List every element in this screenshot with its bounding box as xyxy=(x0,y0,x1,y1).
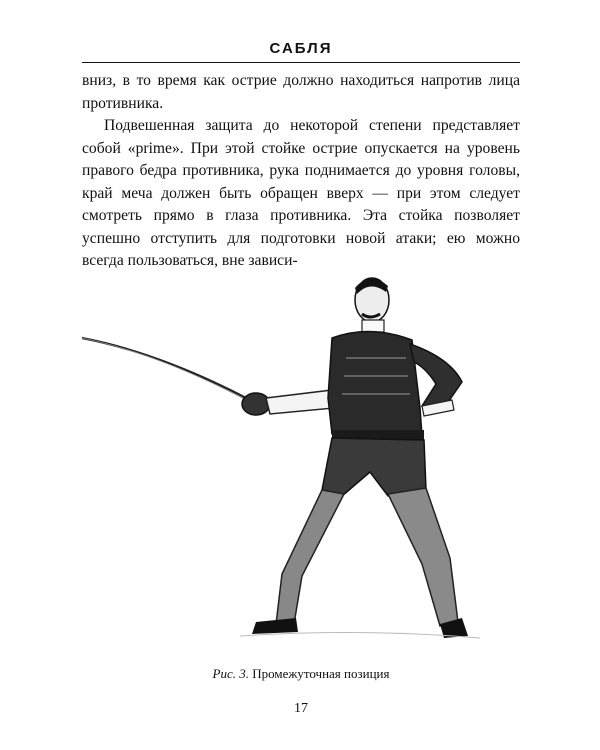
sabre-blade xyxy=(82,338,250,400)
header-rule xyxy=(82,62,520,63)
sword-arm xyxy=(266,390,334,414)
rear-leg xyxy=(388,488,458,626)
body-text xyxy=(82,70,520,273)
page-number: 17 xyxy=(294,701,308,716)
sabre-guard xyxy=(242,393,270,415)
front-leg xyxy=(276,490,344,624)
paragraph-prime: Подвешенная защита до некоторой степени представляет собой «prime». При этой стойке острие опускается на уровень правого бедра противника, рука поднимается до уровня головы, край меча должен быть обращен вверх — при этом следует смотреть прямо в глаза противника. Эта стойка позволяет успешно отступить для подготовки новой атаки; ею можно всегда пользоваться, вне зависи- xyxy=(82,117,520,269)
fencer-drawing xyxy=(70,258,510,658)
front-shoe xyxy=(252,618,298,634)
figure-title: Промежуточная позиция xyxy=(252,666,390,681)
fencer-illustration xyxy=(70,258,510,658)
figure-caption xyxy=(82,666,520,682)
figure-label: Рис. 3. xyxy=(212,666,249,681)
paragraph-continued: вниз, в то время как острие должно находиться напротив лица противника. xyxy=(82,72,520,112)
fencer-breeches xyxy=(322,438,426,496)
fencer-jacket xyxy=(328,331,422,436)
running-head: САБЛЯ xyxy=(269,40,333,57)
